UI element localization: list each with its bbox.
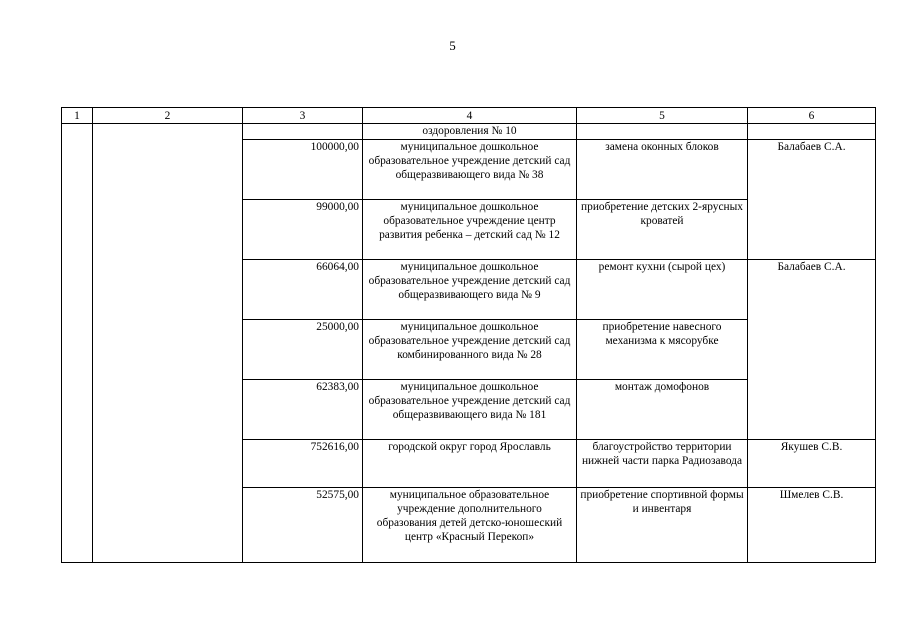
org-cell: муниципальное дошкольное образовательное учреждение детский сад комбинированного вида № 28	[363, 320, 577, 380]
org-cell: городской округ город Ярославль	[363, 440, 577, 488]
header-cell: 6	[748, 108, 876, 124]
purpose-cell: приобретение спортивной формы и инвентаря	[577, 488, 748, 563]
org-cell: муниципальное дошкольное образовательное учреждение центр развития ребенка – детский сад № 12	[363, 200, 577, 260]
executor-cell: Якушев С.В.	[748, 440, 876, 488]
org-cell: муниципальное дошкольное образовательное учреждение детский сад общеразвивающего вида № 9	[363, 260, 577, 320]
purpose-cell	[577, 124, 748, 140]
empty-cell	[62, 124, 93, 563]
executor-cell: Шмелев С.В.	[748, 488, 876, 563]
amount-cell	[243, 124, 363, 140]
empty-cell	[93, 124, 243, 563]
header-cell: 1	[62, 108, 93, 124]
amount-cell: 752616,00	[243, 440, 363, 488]
header-cell: 5	[577, 108, 748, 124]
amount-cell: 99000,00	[243, 200, 363, 260]
purpose-cell: приобретение детских 2-ярусных кроватей	[577, 200, 748, 260]
purpose-cell: монтаж домофонов	[577, 380, 748, 440]
org-cell: муниципальное дошкольное образовательное учреждение детский сад общеразвивающего вида № 38	[363, 140, 577, 200]
executor-cell: Балабаев С.А.	[748, 140, 876, 260]
executor-cell: Балабаев С.А.	[748, 260, 876, 440]
amount-cell: 100000,00	[243, 140, 363, 200]
header-cell: 3	[243, 108, 363, 124]
amount-cell: 66064,00	[243, 260, 363, 320]
header-cell: 2	[93, 108, 243, 124]
header-cell: 4	[363, 108, 577, 124]
amount-cell: 25000,00	[243, 320, 363, 380]
page-number: 5	[449, 38, 456, 53]
table-header-row	[62, 108, 876, 124]
purpose-cell: приобретение навесного механизма к мясорубке	[577, 320, 748, 380]
org-cell: муниципальное дошкольное образовательное учреждение детский сад общеразвивающего вида № 181	[363, 380, 577, 440]
table-row	[62, 124, 876, 140]
purpose-cell: ремонт кухни (сырой цех)	[577, 260, 748, 320]
org-cell: оздоровления № 10	[363, 124, 577, 140]
executor-cell	[748, 124, 876, 140]
budget-table	[61, 107, 876, 563]
org-cell: муниципальное образовательное учреждение дополнительного образования детей детско-юношеский центр «Красный Перекоп»	[363, 488, 577, 563]
purpose-cell: замена оконных блоков	[577, 140, 748, 200]
amount-cell: 52575,00	[243, 488, 363, 563]
amount-cell: 62383,00	[243, 380, 363, 440]
purpose-cell: благоустройство территории нижней части парка Радиозавода	[577, 440, 748, 488]
